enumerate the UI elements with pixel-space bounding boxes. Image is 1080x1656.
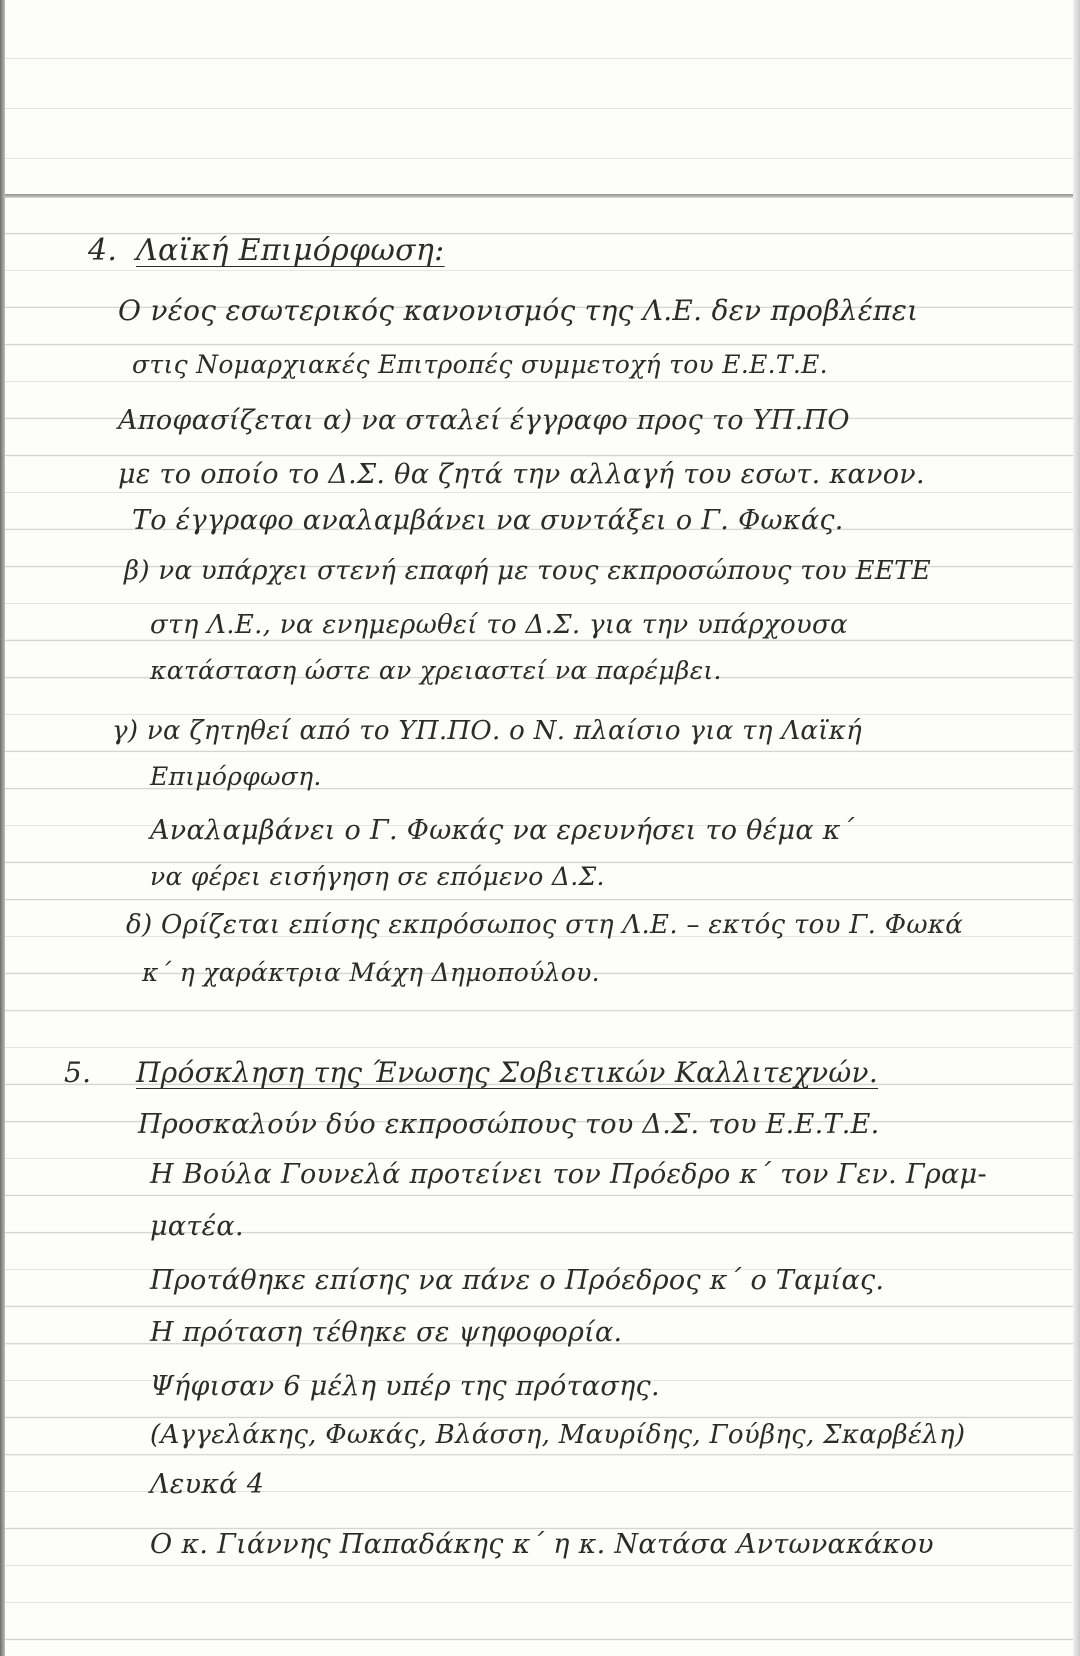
section-5-line: Η πρόταση τέθηκε σε ψηφοφορία. (150, 1317, 623, 1348)
section-4-line: με το οποίο το Δ.Σ. θα ζητά την αλλαγή του εσωτ. κανον. (118, 459, 925, 490)
section-4-line: Ο νέος εσωτερικός κανονισμός της Λ.Ε. δεν προβλέπει (118, 294, 919, 327)
section-5-number: 5. (64, 1056, 92, 1089)
section-5-line: Λευκά 4 (150, 1469, 265, 1500)
section-4-line: Αποφασίζεται α) να σταλεί έγγραφο προς το ΥΠ.ΠΟ (118, 405, 850, 436)
section-5-line: (Αγγελάκης, Φωκάς, Βλάσση, Μαυρίδης, Γούβης, Σκαρβέλη) (150, 1420, 966, 1450)
section-5-title: Πρόσκληση της Ένωσης Σοβιετικών Καλλιτεχνών. (136, 1056, 879, 1089)
section-4-line: να φέρει εισήγηση σε επόμενο Δ.Σ. (150, 862, 605, 891)
section-4-line: γ) να ζητηθεί από το ΥΠ.ΠΟ. ο Ν. πλαίσιο για τη Λαϊκή (112, 716, 862, 746)
section-4-line: Αναλαμβάνει ο Γ. Φωκάς να ερευνήσει το θέμα κ΄ (150, 815, 855, 846)
section-5-line: Προτάθηκε επίσης να πάνε ο Πρόεδρος κ΄ ο Ταμίας. (150, 1265, 885, 1296)
section-5-line: ματέα. (150, 1211, 244, 1242)
section-4-title: Λαϊκή Επιμόρφωση: (136, 233, 445, 268)
section-4-line: στις Νομαρχιακές Επιτροπές συμμετοχή του Ε.Ε.Τ.Ε. (132, 350, 828, 379)
section-4-line: στη Λ.Ε., να ενημερωθεί το Δ.Σ. για την υπάρχουσα (150, 610, 848, 640)
section-5-line: Η Βούλα Γουνελά προτείνει τον Πρόεδρο κ΄ τον Γεν. Γραμ- (150, 1159, 987, 1190)
section-4-line: Το έγγραφο αναλαμβάνει να συντάξει ο Γ. Φωκάς. (132, 505, 844, 536)
section-4-line: β) να υπάρχει στενή επαφή με τους εκπροσώπους του ΕΕΤΕ (124, 556, 932, 586)
section-5-line: Προσκαλούν δύο εκπροσώπους του Δ.Σ. του Ε.Ε.Τ.Ε. (138, 1109, 880, 1140)
section-4-line: δ) Ορίζεται επίσης εκπρόσωπος στη Λ.Ε. – εκτός του Γ. Φωκά (126, 910, 964, 940)
section-5-line: Ψήφισαν 6 μέλη υπέρ της πρότασης. (150, 1371, 660, 1402)
section-5-line: Ο κ. Γιάννης Παπαδάκης κ΄ η κ. Νατάσα Αντωνακάκου (150, 1529, 934, 1560)
section-4-line: κ΄ η χαράκτρια Μάχη Δημοπούλου. (142, 958, 600, 987)
section-4-number: 4. (88, 233, 118, 268)
section-4-line: κατάσταση ώστε αν χρειαστεί να παρέμβει. (150, 656, 722, 685)
section-4-line: Επιμόρφωση. (150, 762, 322, 791)
